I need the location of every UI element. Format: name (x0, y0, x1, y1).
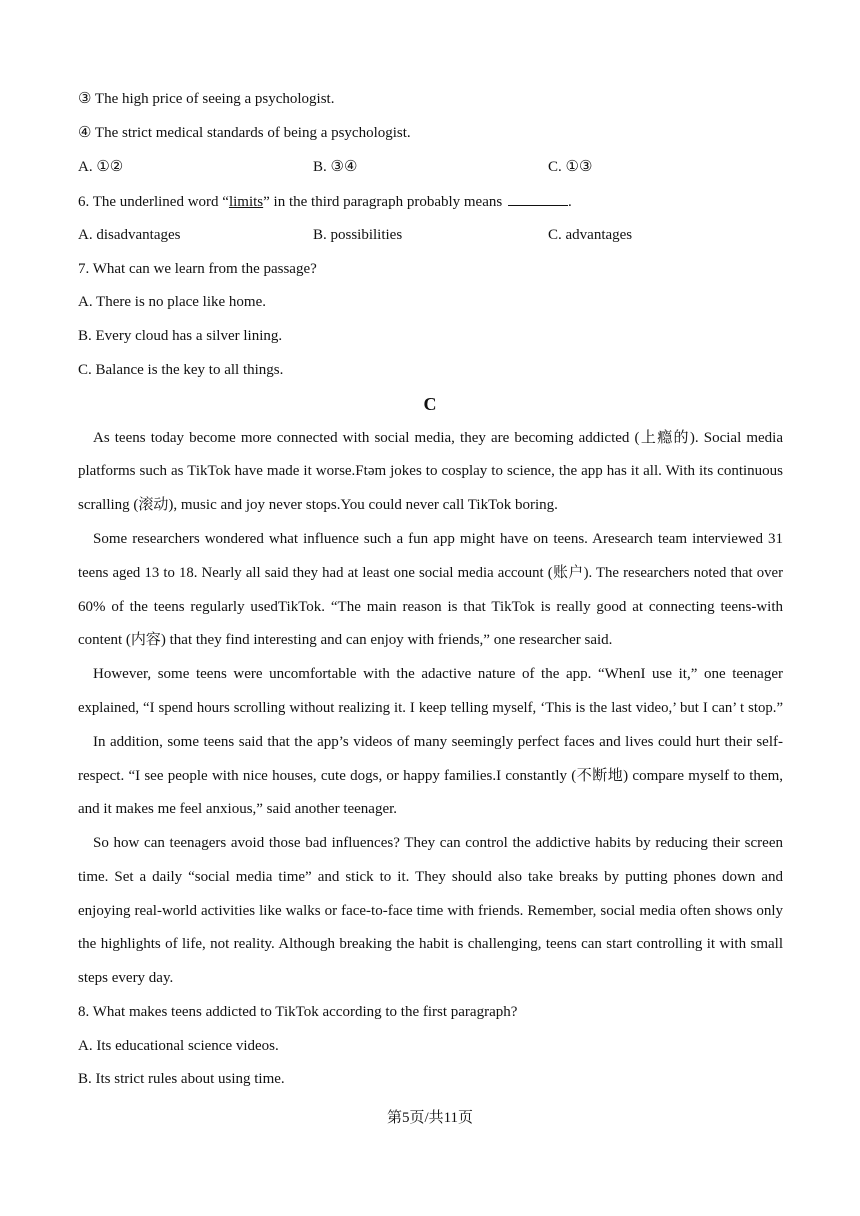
passage-line: However, some teens were uncomfortable with the adactive nature of the app. “WhenI use it,” one teenager (93, 666, 783, 682)
passage-line: content (内容) that they find interesting and can enjoy with friends,” one researcher said. (78, 632, 613, 648)
q5-option-c: C. ①③ (548, 159, 593, 175)
passage-line: respect. “I see people with nice houses, cute dogs, or happy families.I constantly (不断地) compare myself to them, (78, 768, 783, 784)
q6-stem (78, 191, 783, 211)
passage-line: In addition, some teens said that the app’s videos of many seemingly perfect faces and lives could hurt their self- (93, 734, 783, 750)
q5-item-4: ④ The strict medical standards of being a psychologist. (78, 125, 411, 141)
passage-line: explained, “I spend hours scrolling without realizing it. I keep telling myself, ‘This is the last video,’ but I can’ t stop.” (78, 700, 783, 716)
passage-line: So how can teenagers avoid those bad influences? They can control the addictive habits by reducing their screen (93, 835, 783, 851)
passage-line: time. Set a daily “social media time” and stick to it. They should also take breaks by putting phones down and (78, 869, 783, 885)
q7-stem: 7. What can we learn from the passage? (78, 261, 317, 277)
passage-line: and it makes me feel anxious,” said another teenager. (78, 801, 398, 817)
q8-option-a: A. Its educational science videos. (78, 1038, 279, 1054)
page-number: 第5页/共11页 (386, 1110, 474, 1126)
q7-option-b: B. Every cloud has a silver lining. (78, 328, 283, 344)
q6-stem-before: 6. The underlined word “ (78, 194, 229, 210)
q6-stem-after: ” in the third paragraph probably means (263, 194, 503, 210)
q6-option-a: A. disadvantages (78, 227, 181, 243)
passage-line: 60% of the teens regularly usedTikTok. “The main reason is that TikTok is really good at connecting teens-with (78, 599, 783, 615)
passage-line: the highlights of life, not reality. Although breaking the habit is challenging, teens can start controlling it with small (78, 936, 783, 952)
passage-line: steps every day. (78, 970, 174, 986)
q8-option-b: B. Its strict rules about using time. (78, 1071, 285, 1087)
q6-option-c: C. advantages (548, 227, 633, 243)
q6-underlined-word: limits (228, 194, 264, 210)
passage-line: enjoying real-world activities like walks or face-to-face time with friends. Remember, social media often shows only (78, 903, 783, 919)
q8-stem: 8. What makes teens addicted to TikTok according to the first paragraph? (78, 1004, 518, 1020)
passage-line: platforms such as TikTok have made it worse.Ftəm jokes to cosplay to science, the app has it all. With its continuous (78, 463, 783, 479)
answer-blank (508, 191, 568, 206)
section-heading: C (423, 394, 437, 414)
q5-option-b: B. ③④ (313, 159, 358, 175)
q5-item-3: ③ The high price of seeing a psychologist. (78, 91, 335, 107)
passage-line: Some researchers wondered what influence such a fun app might have on teens. Aresearch team interviewed 31 (93, 531, 783, 547)
passage-line: As teens today become more connected with social media, they are becoming addicted (上瘾的). Social media (93, 430, 783, 446)
q5-option-a: A. ①② (78, 159, 124, 175)
passage-line: teens aged 13 to 18. Nearly all said they had at least one social media account (账户). The researchers noted that over (78, 565, 783, 581)
q6-option-b: B. possibilities (313, 227, 403, 243)
q7-option-c: C. Balance is the key to all things. (78, 362, 284, 378)
q6-stem-end: . (567, 194, 572, 210)
q7-option-a: A. There is no place like home. (78, 294, 266, 310)
passage-line: scralling (滚动), music and joy never stops.You could never call TikTok boring. (78, 497, 558, 513)
